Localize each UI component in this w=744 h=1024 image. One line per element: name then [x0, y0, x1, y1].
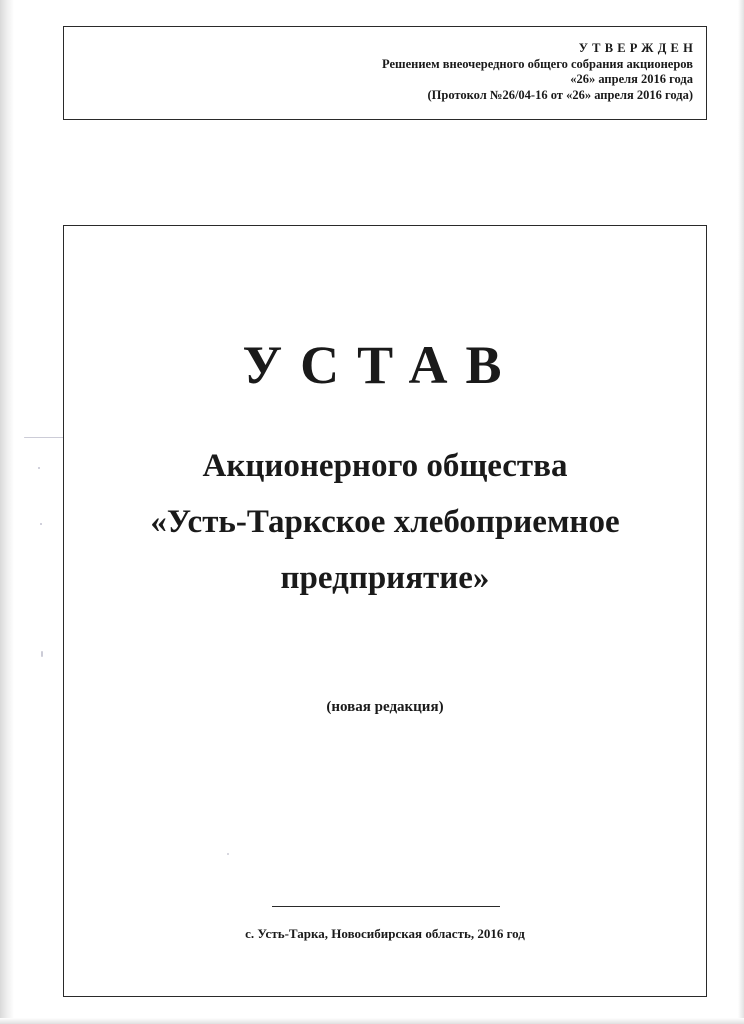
approval-line-protocol: (Протокол №26/04-16 от «26» апреля 2016 года) [427, 87, 693, 102]
document-title: УСТАВ [242, 335, 520, 395]
scan-speck [40, 523, 42, 525]
scan-speck [41, 651, 43, 657]
organization-line-1: Акционерного общества [202, 448, 568, 484]
place-and-year: с. Усть-Тарка, Новосибирская область, 2016 год [245, 926, 525, 941]
approval-line-decision: Решением внеочередного общего собрания акционеров [382, 56, 693, 71]
scan-edge-bottom [0, 1018, 744, 1024]
approval-line-date: «26» апреля 2016 года [570, 72, 693, 86]
organization-name [63, 438, 707, 606]
organization-line-2: «Усть-Таркское хлебоприемное [150, 504, 620, 540]
approval-heading: УТВЕРЖДЕН [578, 41, 697, 55]
scan-speck [24, 437, 64, 438]
approval-text [382, 41, 697, 103]
edition-note: (новая редакция) [326, 699, 444, 715]
organization-line-3: предприятие» [280, 560, 490, 596]
scan-speck [38, 467, 40, 469]
scan-edge-left [0, 0, 14, 1024]
footer-divider [272, 906, 500, 907]
scan-edge-right [738, 0, 744, 1024]
approval-stamp-box [63, 26, 707, 120]
